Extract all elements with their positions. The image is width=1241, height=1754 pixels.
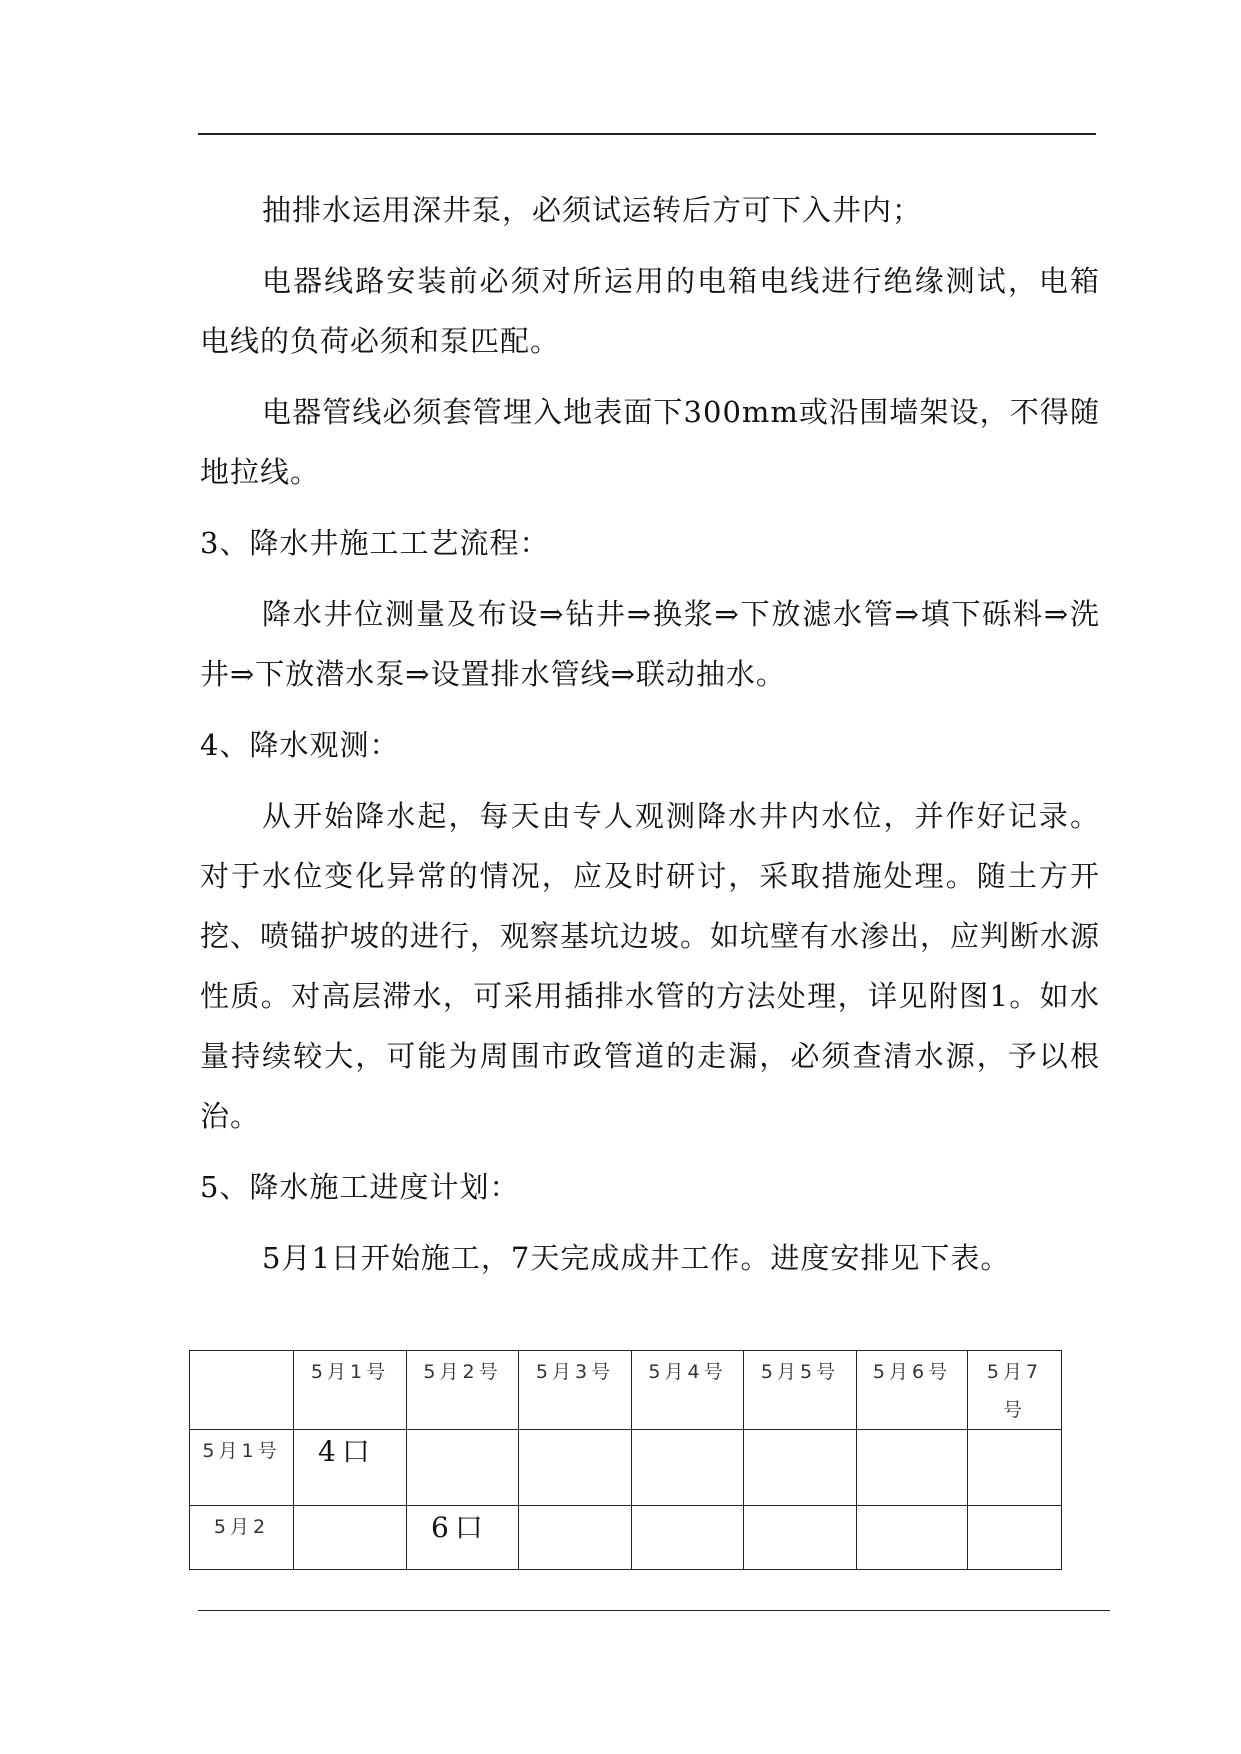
row-header-label: 5月1号 [202, 1440, 281, 1462]
row-header [190, 1430, 294, 1506]
column-header-label: 5月6号 [872, 1361, 952, 1383]
table-row [190, 1430, 1062, 1506]
table-cell [519, 1506, 632, 1570]
column-header [632, 1351, 744, 1430]
schedule-table-container [189, 1350, 1062, 1570]
table-cell: 4口 [294, 1430, 407, 1506]
section-heading-schedule: 5、降水施工进度计划： [200, 1170, 520, 1204]
column-header [744, 1351, 857, 1430]
footer-rule [198, 1610, 1110, 1611]
table-cell [632, 1430, 744, 1506]
column-header [407, 1351, 519, 1430]
table-cell [632, 1506, 744, 1570]
table-cell [294, 1506, 407, 1570]
table-cell [968, 1430, 1062, 1506]
table-cell [744, 1430, 857, 1506]
paragraph-observation: 从开始降水起，每天由专人观测降水井内水位，并作好记录。对于水位变化异常的情况，应及时研讨，采取措施处理。随土方开挖、喷锚护坡的进行，观察基坑边坡。如坑壁有水渗出，应判断水源性质。对高层滞水，可采用插排水管的方法处理，详见附图1。如水量持续较大，可能为周围市政管道的走漏，必须查清水源，予以根治。 [200, 799, 1101, 1133]
table-cell [519, 1430, 632, 1506]
table-cell: 6口 [407, 1506, 519, 1570]
table-cell [857, 1430, 968, 1506]
row-header [190, 1506, 294, 1570]
column-header-label: 5月5号 [760, 1361, 840, 1383]
column-header [519, 1351, 632, 1430]
paragraph-cable-conduit: 电器管线必须套管埋入地表面下300mm或沿围墙架设，不得随地拉线。 [200, 395, 1100, 489]
column-header [857, 1351, 968, 1430]
column-header-label: 5月7号 [986, 1361, 1043, 1421]
column-header-label: 5月3号 [535, 1361, 615, 1383]
paragraph-deep-well-pump: 抽排水运用深井泵，必须试运转后方可下入井内； [262, 193, 923, 227]
table-cell [744, 1506, 857, 1570]
section-heading-observation: 4、降水观测： [200, 728, 400, 762]
column-header [968, 1351, 1062, 1430]
paragraph-schedule-intro: 5月1日开始施工，7天完成成井工作。进度安排见下表。 [262, 1241, 1011, 1275]
row-header-label: 5月2 [213, 1516, 270, 1538]
table-cell [968, 1506, 1062, 1570]
paragraph-insulation-test: 电器线路安装前必须对所运用的电箱电线进行绝缘测试，电箱电线的负荷必须和泵匹配。 [200, 264, 1100, 358]
column-header-label: 5月4号 [648, 1361, 727, 1383]
document-body [200, 180, 1100, 1299]
schedule-table [189, 1350, 1062, 1570]
header-rule [198, 133, 1096, 135]
paragraph-process-flow: 降水井位测量及布设⇒钻井⇒换浆⇒下放滤水管⇒填下砾料⇒洗井⇒下放潜水泵⇒设置排水管线⇒联动抽水。 [200, 597, 1100, 691]
table-header-row [190, 1351, 1062, 1430]
table-cell [407, 1430, 519, 1506]
column-header-label: 5月2号 [423, 1361, 502, 1383]
column-header [294, 1351, 407, 1430]
section-heading-process-flow: 3、降水井施工工艺流程： [200, 526, 550, 560]
table-cell [857, 1506, 968, 1570]
column-header-label: 5月1号 [310, 1361, 390, 1383]
table-row [190, 1506, 1062, 1570]
table-corner-cell [190, 1351, 294, 1430]
